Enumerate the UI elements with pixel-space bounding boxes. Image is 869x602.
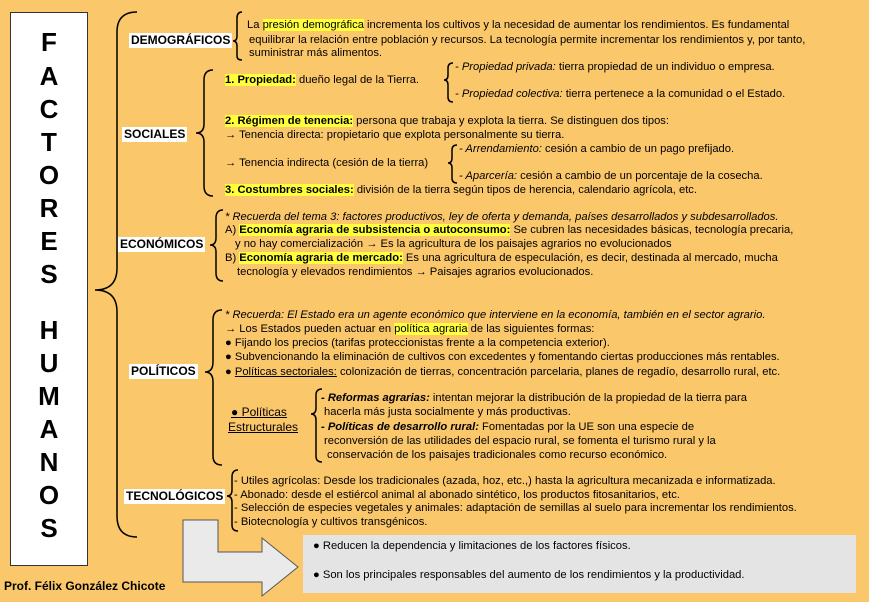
costumbres-line: 3. Costumbres sociales: división de la tierra según tipos de herencia, calendario agrícola, etc.: [225, 184, 698, 196]
category-demograficos: DEMOGRÁFICOS: [131, 33, 231, 47]
politicos-recuerda: * Recuerda: El Estado era un agente económico que interviene en la economía, también en el sector agrario.: [225, 309, 766, 321]
desarrollo-rural-l2: reconversión de las utilidades del espacio rural, se fomenta el turismo rural y la: [324, 435, 716, 447]
economicos-brace: [210, 210, 223, 281]
demograficos-line-3: suministrar más alimentos.: [249, 47, 383, 59]
title-letter: S: [40, 259, 58, 289]
tecnologicos-line-1: - Utiles agrícolas: Desde los tradicionales (azada, hoz, etc.,) hasta la agricultura mecanizada e informatizada.: [234, 475, 776, 487]
title-letter: R: [39, 193, 59, 223]
reformas-agrarias: - Reformas agrarias: intentan mejorar la distribución de la propiedad de la tierra para: [321, 392, 747, 404]
economia-mercado-l2: tecnología y elevados rendimientos → Paisajes agrarios evolucionados.: [237, 266, 594, 278]
sociales-brace: [196, 70, 213, 196]
main-brace: [95, 12, 137, 537]
tenencia-brace: [448, 145, 457, 183]
title-letter: C: [39, 94, 59, 124]
propiedad-line: 1. Propiedad: dueño legal de la Tierra.: [225, 74, 420, 86]
title-letter: E: [40, 226, 58, 256]
politicas-sectoriales: ● Políticas sectoriales: colonización de tierras, concentración parcelaria, planes de regadío, desarrollo rural, etc.: [225, 366, 781, 378]
arrendamiento: - Arrendamiento: cesión a cambio de un pago prefijado.: [459, 143, 735, 155]
propiedad-brace: [444, 63, 453, 102]
conclusion-arrow: [183, 520, 298, 596]
tecnologicos-line-2: - Abonado: desde el estiércol animal al abonado sintético, los productos fitosanitarios, etc.: [234, 489, 680, 501]
title-letter: N: [39, 447, 59, 477]
conclusion-2: ● Son los principales responsables del aumento de los rendimientos y la productividad.: [313, 569, 745, 581]
title-letter: T: [41, 127, 57, 157]
category-sociales: SOCIALES: [124, 127, 186, 141]
title-letter: A: [39, 61, 59, 91]
aparceria: - Aparcería: cesión a cambio de un porcentaje de la cosecha.: [459, 170, 763, 182]
politicas-estructurales-l1: ● Políticas: [231, 405, 287, 419]
category-tecnologicos: TECNOLÓGICOS: [126, 489, 224, 503]
economia-subsistencia: A) Economía agraria de subsistencia o autoconsumo: Se cubren las necesidades básicas, tecnología precaria,: [225, 224, 794, 236]
propiedad-colectiva: - Propiedad colectiva: tierra pertenece a la comunidad o el Estado.: [455, 88, 786, 100]
category-politicos: POLÍTICOS: [131, 364, 196, 378]
demograficos-brace: [233, 12, 242, 60]
title-letter: U: [39, 348, 59, 378]
title-letter: M: [38, 381, 60, 411]
economia-mercado: B) Economía agraria de mercado: Es una agricultura de especulación, es decir, destinada al mercado, mucha: [225, 252, 778, 264]
economicos-recuerda: * Recuerda del tema 3: factores productivos, ley de oferta y demanda, países desarrollados y subdesarrollados.: [225, 211, 779, 223]
category-economicos: ECONÓMICOS: [120, 237, 204, 251]
tecnologicos-line-4: - Biotecnología y cultivos transgénicos.: [234, 516, 428, 528]
title-letter: O: [38, 480, 60, 510]
tenencia-indirecta: → Tenencia indirecta (cesión de la tierra): [225, 157, 429, 169]
conclusion-box: [303, 535, 856, 593]
regimen-line: 2. Régimen de tenencia: persona que trabaja y explota la tierra. Se distinguen dos tipos:: [225, 115, 670, 127]
fijando-precios: ● Fijando los precios (tarifas proteccionistas frente a la competencia exterior).: [225, 337, 610, 349]
demograficos-line-2: equilibrar la relación entre población y recursos. La tecnología permite incrementar los rendimientos y, por tanto,: [249, 34, 806, 46]
desarrollo-rural-l3: conservación de los paisajes tradicionales como recurso económico.: [327, 449, 668, 461]
politicas-estructurales-l2: Estructurales: [228, 420, 299, 434]
title-letter: S: [40, 513, 58, 543]
economia-subsistencia-l2: y no hay comercialización → Es la agricultura de los paisajes agrarios no evolucionados: [235, 238, 672, 250]
demograficos-line-1: La presión demográfica incrementa los cultivos y la necesidad de aumentar los rendimientos. Es fundamental: [247, 19, 790, 31]
title-letter: A: [39, 414, 59, 444]
tenencia-directa: → Tenencia directa: propietario que explota personalmente su tierra.: [225, 129, 565, 141]
propiedad-privada: - Propiedad privada: tierra propiedad de un individuo o empresa.: [455, 61, 775, 73]
conclusion-1: ● Reducen la dependencia y limitaciones de los factores físicos.: [313, 540, 631, 552]
desarrollo-rural: - Políticas de desarrollo rural: Fomentadas por la UE son una especie de: [321, 421, 695, 433]
title-letter: O: [38, 160, 60, 190]
subvencionando: ● Subvencionando la eliminación de cultivos con excedentes y fomentando ciertas producciones más rentables.: [225, 351, 780, 363]
tecnologicos-line-3: - Selección de especies vegetales y animales: adaptación de semillas al suelo para incrementar los rendimientos.: [234, 502, 797, 514]
estados-line: → Los Estados pueden actuar en política agraria de las siguientes formas:: [225, 323, 595, 335]
author-credit: Prof. Félix González Chicote: [4, 579, 166, 593]
reformas-agrarias-l2: hacerla más justa socialmente y más productivas.: [324, 406, 571, 418]
title-letter: F: [41, 27, 57, 57]
title-letter: H: [39, 315, 59, 345]
politicos-brace: [205, 310, 222, 465]
